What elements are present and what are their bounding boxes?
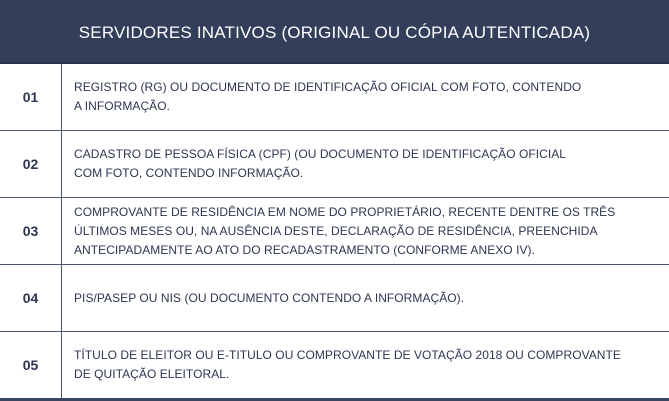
row-description-text: TÍTULO DE ELEITOR OU E-TITULO OU COMPROVANTE DE VOTAÇÃO 2018 OU COMPROVANTE DE QUITAÇÃO ELEITORAL. <box>74 348 621 381</box>
row-description <box>62 64 669 130</box>
row-number: 02 <box>0 131 62 197</box>
row-description <box>62 332 669 398</box>
row-description-text: COMPROVANTE DE RESIDÊNCIA EM NOME DO PROPRIETÁRIO, RECENTE DENTRE OS TRÊS ÚLTIMOS MESES OU, NA AUSÊNCIA DESTE, DECLARAÇÃO DE RESIDÊNCIA, PREENCHIDA ANTECIPADAMENTE AO ATO DO RECADASTRAMENTO (CONFORME ANEXO IV). <box>74 204 616 257</box>
row-description <box>62 131 669 197</box>
row-description-text: CADASTRO DE PESSOA FÍSICA (CPF) (OU DOCUMENTO DE IDENTIFICAÇÃO OFICIAL COM FOTO, CONTENDO INFORMAÇÃO. <box>74 147 567 180</box>
table-row <box>0 198 669 265</box>
row-number: 04 <box>0 265 62 331</box>
row-description-text: REGISTRO (RG) OU DOCUMENTO DE IDENTIFICAÇÃO OFICIAL COM FOTO, CONTENDO A INFORMAÇÃO. <box>74 80 582 113</box>
table-row <box>0 332 669 401</box>
row-number: 01 <box>0 64 62 130</box>
row-description <box>62 198 669 264</box>
table-row <box>0 265 669 332</box>
table-row <box>0 64 669 131</box>
table-row <box>0 131 669 198</box>
row-description <box>62 265 669 331</box>
table-title: SERVIDORES INATIVOS (ORIGINAL OU CÓPIA AUTENTICADA) <box>78 23 591 42</box>
row-description-text: PIS/PASEP OU NIS (OU DOCUMENTO CONTENDO A INFORMAÇÃO). <box>74 290 465 305</box>
row-number: 05 <box>0 332 62 398</box>
table-header <box>0 0 669 64</box>
row-number: 03 <box>0 198 62 264</box>
